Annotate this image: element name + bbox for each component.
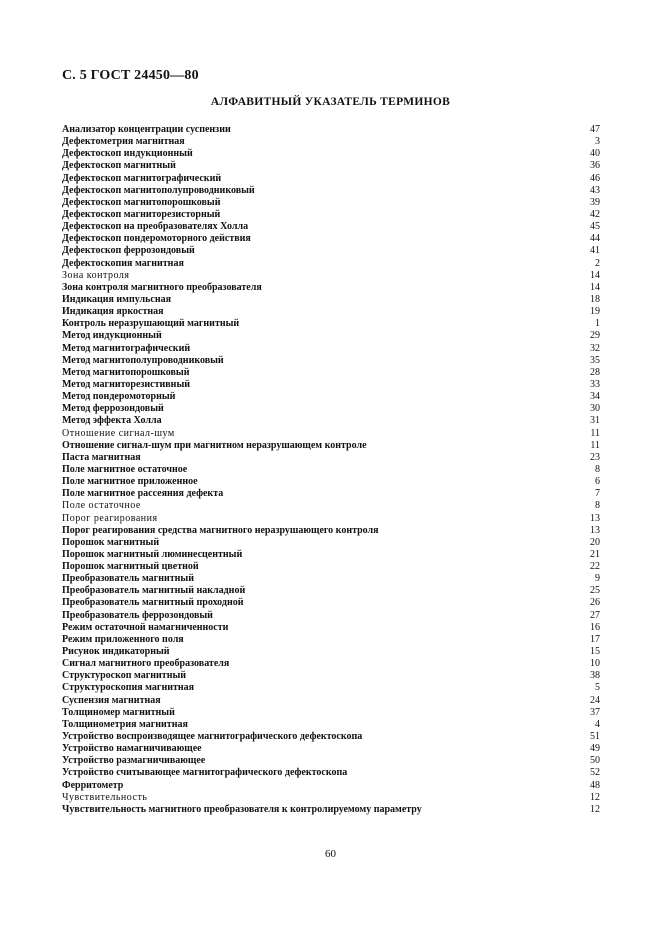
index-page-number: 15 bbox=[590, 646, 600, 658]
index-page-number: 13 bbox=[590, 524, 600, 536]
index-page-number: 46 bbox=[590, 172, 600, 184]
index-term: Дефектоскопия магнитная bbox=[62, 257, 184, 269]
index-page-number: 18 bbox=[590, 293, 600, 305]
index-entry bbox=[62, 294, 600, 306]
index-page-number: 51 bbox=[590, 731, 600, 743]
index-page-number: 35 bbox=[590, 354, 600, 366]
index-page-number: 27 bbox=[590, 609, 600, 621]
index-page-number: 30 bbox=[590, 403, 600, 415]
index-entry bbox=[62, 330, 600, 342]
index-term: Преобразователь магнитный проходной bbox=[62, 597, 244, 609]
index-term: Зона контроля магнитного преобразователя bbox=[62, 281, 262, 293]
index-page-number: 19 bbox=[590, 306, 600, 318]
index-term: Метод магнитографический bbox=[62, 342, 191, 354]
index-term: Анализатор концентрации суспензии bbox=[62, 124, 231, 135]
index-entry bbox=[62, 561, 600, 573]
index-term: Порошок магнитный люминесцентный bbox=[62, 548, 243, 560]
index-entry bbox=[62, 780, 600, 792]
index-page-number: 6 bbox=[595, 476, 600, 488]
page-number: 60 bbox=[325, 848, 336, 860]
index-term: Паста магнитная bbox=[62, 451, 141, 463]
index-term: Устройство воспроизводящее магнитографического дефектоскопа bbox=[62, 731, 363, 743]
index-page-number: 29 bbox=[590, 330, 600, 342]
index-term: Зона контроля bbox=[62, 269, 130, 281]
index-page-number: 42 bbox=[590, 208, 600, 220]
index-entry bbox=[62, 258, 600, 270]
index-term: Дефектометрия магнитная bbox=[62, 136, 185, 148]
index-page-number: 36 bbox=[590, 160, 600, 172]
index-entry bbox=[62, 452, 600, 464]
index-page-number: 17 bbox=[590, 633, 600, 645]
index-term: Устройство считывающее магнитографического дефектоскопа bbox=[62, 767, 348, 779]
index-term: Порошок магнитный bbox=[62, 536, 160, 548]
index-term: Порошок магнитный цветной bbox=[62, 561, 199, 573]
index-entry bbox=[62, 270, 600, 282]
index-term: Метод магнитопорошковый bbox=[62, 366, 190, 378]
index-page-number: 22 bbox=[590, 561, 600, 573]
index-term: Дефектоскоп магнитополупроводниковый bbox=[62, 184, 255, 196]
index-page-number: 4 bbox=[595, 718, 600, 730]
index-page-number: 48 bbox=[590, 779, 600, 791]
index-entry bbox=[62, 343, 600, 355]
index-page-number: 9 bbox=[595, 573, 600, 585]
index-page-number: 28 bbox=[590, 366, 600, 378]
index-entry bbox=[62, 476, 600, 488]
index-page-number: 3 bbox=[595, 136, 600, 148]
index-term: Метод феррозондовый bbox=[62, 403, 164, 415]
index-term: Метод магнитополупроводниковый bbox=[62, 354, 224, 366]
index-term: Метод магниторезистивный bbox=[62, 378, 191, 390]
index-entry bbox=[62, 597, 600, 609]
index-entry bbox=[62, 537, 600, 549]
index-page-number: 43 bbox=[590, 184, 600, 196]
index-entry bbox=[62, 585, 600, 597]
index-entry bbox=[62, 306, 600, 318]
index-entry bbox=[62, 209, 600, 221]
index-term: Дефектоскоп феррозондовый bbox=[62, 245, 195, 257]
index-term: Дефектоскоп магнитопорошковый bbox=[62, 196, 221, 208]
index-page-number: 44 bbox=[590, 233, 600, 245]
index-page-number: 13 bbox=[590, 512, 600, 524]
index-term: Поле магнитное остаточное bbox=[62, 463, 188, 475]
index-page-number: 14 bbox=[590, 269, 600, 281]
index-entry bbox=[62, 513, 600, 525]
index-page-number: 11 bbox=[590, 427, 600, 439]
index-page-number: 33 bbox=[590, 378, 600, 390]
index-term: Толщинометрия магнитная bbox=[62, 718, 188, 730]
index-term: Суспензия магнитная bbox=[62, 694, 161, 706]
index-entry bbox=[62, 743, 600, 755]
index-entry bbox=[62, 767, 600, 779]
index-term: Дефектоскоп магниторезисторный bbox=[62, 208, 221, 220]
index-term: Дефектоскоп магнитографический bbox=[62, 172, 222, 184]
index-entry bbox=[62, 221, 600, 233]
index-page-number: 38 bbox=[590, 670, 600, 682]
index-term: Метод эффекта Холла bbox=[62, 415, 162, 427]
document-header: С. 5 ГОСТ 24450—80 bbox=[62, 68, 199, 83]
index-page-number: 37 bbox=[590, 706, 600, 718]
index-entry bbox=[62, 464, 600, 476]
index-entry bbox=[62, 695, 600, 707]
index-page-number: 47 bbox=[590, 124, 600, 135]
index-page-number: 40 bbox=[590, 148, 600, 160]
index-entry bbox=[62, 707, 600, 719]
index-term: Чувствительность магнитного преобразователя к контролируемому параметру bbox=[62, 803, 422, 815]
index-term: Поле магнитное приложенное bbox=[62, 476, 198, 488]
index-page-number: 2 bbox=[595, 257, 600, 269]
index-term: Дефектоскоп пондеромоторного действия bbox=[62, 233, 251, 245]
index-term: Отношение сигнал-шум bbox=[62, 427, 175, 439]
index-title: АЛФАВИТНЫЙ УКАЗАТЕЛЬ ТЕРМИНОВ bbox=[210, 96, 451, 108]
index-page-number: 52 bbox=[590, 767, 600, 779]
index-entry bbox=[62, 731, 600, 743]
index-term: Устройство намагничивающее bbox=[62, 743, 202, 755]
index-entry bbox=[62, 804, 600, 816]
index-entry bbox=[62, 488, 600, 500]
index-term: Режим остаточной намагниченности bbox=[62, 621, 229, 633]
index-page-number: 8 bbox=[595, 463, 600, 475]
index-entry bbox=[62, 719, 600, 731]
index-entry bbox=[62, 658, 600, 670]
index-term: Метод пондеромоторный bbox=[62, 391, 176, 403]
index-page-number: 45 bbox=[590, 221, 600, 233]
index-entry bbox=[62, 148, 600, 160]
index-page-number: 32 bbox=[590, 342, 600, 354]
index-page-number: 49 bbox=[590, 743, 600, 755]
index-entry bbox=[62, 440, 600, 452]
index-entry bbox=[62, 646, 600, 658]
index-term: Дефектоскоп индукционный bbox=[62, 148, 193, 160]
index-term: Преобразователь магнитный накладной bbox=[62, 585, 246, 597]
index-term: Контроль неразрушающий магнитный bbox=[62, 318, 240, 330]
index-page-number: 11 bbox=[590, 439, 600, 451]
index-term: Режим приложенного поля bbox=[62, 633, 184, 645]
index-entry bbox=[62, 185, 600, 197]
index-term: Дефектоскоп на преобразователях Холла bbox=[62, 221, 249, 233]
index-term: Структуроскопия магнитная bbox=[62, 682, 195, 694]
index-entry bbox=[62, 233, 600, 245]
index-page-number: 41 bbox=[590, 245, 600, 257]
index-entry bbox=[62, 670, 600, 682]
index-page-number: 50 bbox=[590, 755, 600, 767]
index-term: Чувствительность bbox=[62, 791, 148, 803]
index-term: Индикация яркостная bbox=[62, 306, 164, 318]
index-entry bbox=[62, 573, 600, 585]
index-page-number: 39 bbox=[590, 196, 600, 208]
index-term: Преобразователь магнитный bbox=[62, 573, 194, 585]
index-term: Преобразователь феррозондовый bbox=[62, 609, 213, 621]
index-term: Поле магнитное рассеяния дефекта bbox=[62, 488, 224, 500]
index-entry bbox=[62, 391, 600, 403]
index-page-number: 34 bbox=[590, 391, 600, 403]
index-page-number: 16 bbox=[590, 621, 600, 633]
index-entry bbox=[62, 755, 600, 767]
index-term: Индикация импульсная bbox=[62, 293, 171, 305]
index-term: Поле остаточное bbox=[62, 500, 141, 512]
index-page-number: 23 bbox=[590, 451, 600, 463]
index-entry bbox=[62, 415, 600, 427]
index-page-number: 31 bbox=[590, 415, 600, 427]
index-page-number: 7 bbox=[595, 488, 600, 500]
index-page-number: 25 bbox=[590, 585, 600, 597]
index-entry bbox=[62, 124, 600, 136]
index-entry bbox=[62, 610, 600, 622]
index-entry bbox=[62, 282, 600, 294]
index-page-number: 21 bbox=[590, 548, 600, 560]
index-entry bbox=[62, 245, 600, 257]
index-entry bbox=[62, 622, 600, 634]
index-page-number: 26 bbox=[590, 597, 600, 609]
index-entry bbox=[62, 173, 600, 185]
index-entry bbox=[62, 500, 600, 512]
index-term: Отношение сигнал-шум при магнитном неразрушающем контроле bbox=[62, 439, 367, 451]
index-entry bbox=[62, 428, 600, 440]
index-page-number: 24 bbox=[590, 694, 600, 706]
index-term: Порог реагирования средства магнитного неразрушающего контроля bbox=[62, 524, 379, 536]
index-entry bbox=[62, 634, 600, 646]
index-term: Ферритометр bbox=[62, 779, 124, 791]
index-entry bbox=[62, 549, 600, 561]
index-term: Структуроскоп магнитный bbox=[62, 670, 187, 682]
index-entry bbox=[62, 355, 600, 367]
index-entry bbox=[62, 682, 600, 694]
index-entry bbox=[62, 525, 600, 537]
index-entry bbox=[62, 403, 600, 415]
index-entry bbox=[62, 379, 600, 391]
index-term: Рисунок индикаторный bbox=[62, 646, 170, 658]
term-index-list bbox=[62, 124, 600, 816]
index-entry bbox=[62, 160, 600, 172]
index-page-number: 12 bbox=[590, 803, 600, 815]
index-entry bbox=[62, 367, 600, 379]
index-entry bbox=[62, 136, 600, 148]
index-term: Порог реагирования bbox=[62, 512, 158, 524]
index-term: Толщиномер магнитный bbox=[62, 706, 175, 718]
index-page-number: 10 bbox=[590, 658, 600, 670]
index-entry bbox=[62, 792, 600, 804]
index-term: Метод индукционный bbox=[62, 330, 162, 342]
index-term: Устройство размагничивающее bbox=[62, 755, 206, 767]
index-page-number: 12 bbox=[590, 791, 600, 803]
index-term: Сигнал магнитного преобразователя bbox=[62, 658, 230, 670]
index-page-number: 1 bbox=[595, 318, 600, 330]
index-page-number: 8 bbox=[595, 500, 600, 512]
index-page-number: 14 bbox=[590, 281, 600, 293]
index-page-number: 20 bbox=[590, 536, 600, 548]
index-term: Дефектоскоп магнитный bbox=[62, 160, 176, 172]
index-entry bbox=[62, 197, 600, 209]
index-entry bbox=[62, 318, 600, 330]
index-page-number: 5 bbox=[595, 682, 600, 694]
